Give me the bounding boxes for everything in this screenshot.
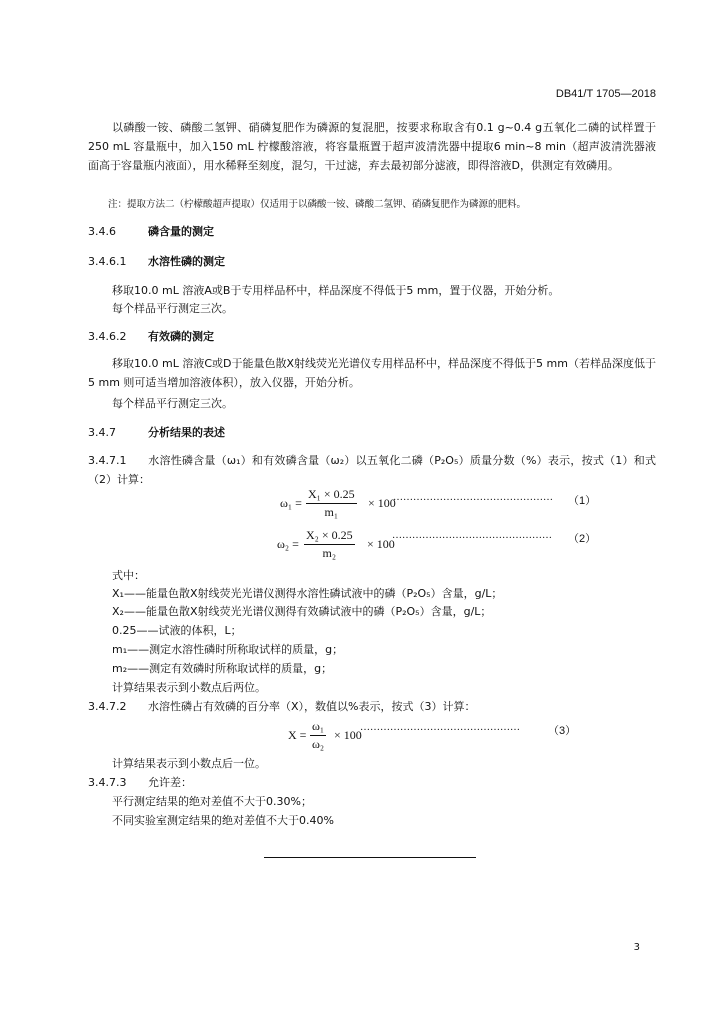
section-number: 3.4.7.3 bbox=[88, 776, 127, 789]
paragraph: 不同实验室测定结果的绝对差值不大于0.40% bbox=[112, 814, 334, 827]
denominator: m₂ bbox=[322, 546, 337, 560]
section-title: 分析结果的表述 bbox=[148, 426, 225, 439]
formula-fraction bbox=[304, 528, 355, 561]
standard-number: DB41/T 1705—2018 bbox=[555, 88, 656, 100]
section-heading-3-4-6-2 bbox=[88, 328, 214, 344]
section-title: 有效磷的测定 bbox=[148, 330, 214, 343]
paragraph: 平行测定结果的绝对差值不大于0.30%； bbox=[112, 795, 312, 808]
denominator: m₁ bbox=[324, 505, 339, 519]
section-heading-3-4-6 bbox=[88, 223, 214, 239]
equation-number: （1） bbox=[568, 495, 597, 507]
numerator: X₂ × 0.25 bbox=[304, 528, 355, 545]
note: 注：提取方法二（柠檬酸超声提取）仅适用于以磷酸一铵、磷酸二氢钾、硝磷复肥作为磷源的肥料。 bbox=[108, 199, 527, 210]
leader-dots: ………………………………………… bbox=[360, 722, 520, 733]
formula-tail: × 100 bbox=[334, 728, 362, 742]
paragraph: 移取10.0 mL 溶液C或D于能量色散X射线荧光光谱仪专用样品杯中，样品深度不得低于5 mm（若样品深度低于5 mm 则可适当增加溶液体积），放入仪器，开始分析。 bbox=[88, 357, 656, 389]
numerator: ω₁ bbox=[310, 719, 326, 736]
intro-paragraph: 以磷酸一铵、磷酸二氢钾、硝磷复肥作为磷源的复混肥，按要求称取含有0.1 g~0.4 g五氧化二磷的试样置于250 mL 容量瓶中，加入150 mL 柠檬酸溶液，将容量瓶置于超声波清洗器中提取6 min~8 min（超声波清洗器液面高于容量瓶内液面），用水稀释至刻度，混匀，干过滤，弃去最初部分滤液，即得溶液D，供测定有效磷用。 bbox=[88, 121, 656, 172]
formula-tail: × 100 bbox=[368, 496, 396, 510]
paragraph: 每个样品平行测定三次。 bbox=[112, 302, 233, 315]
where-line: 0.25——试液的体积，L； bbox=[112, 624, 242, 637]
section-title: 磷含量的测定 bbox=[148, 225, 214, 238]
formula-fraction bbox=[306, 487, 357, 520]
paragraph-3-4-7-1 bbox=[88, 451, 656, 489]
where-line: 计算结果表示到小数点后两位。 bbox=[112, 681, 266, 694]
paragraph: 每个样品平行测定三次。 bbox=[112, 397, 233, 410]
end-rule bbox=[264, 857, 476, 858]
equation-number: （3） bbox=[548, 725, 577, 737]
formula-lhs: X = bbox=[288, 728, 307, 742]
section-number: 3.4.6 bbox=[88, 225, 116, 238]
where-line: X₁——能量色散X射线荧光光谱仪测得水溶性磷试液中的磷（P₂O₅）含量，g/L； bbox=[112, 587, 503, 600]
section-number: 3.4.6.1 bbox=[88, 255, 127, 268]
where-line: m₁——测定水溶性磷时所称取试样的质量，g； bbox=[112, 643, 344, 656]
section-number: 3.4.7.1 bbox=[88, 454, 127, 467]
where-line: 式中： bbox=[112, 569, 145, 582]
formula-lhs: ω₂ = bbox=[277, 537, 299, 551]
section-heading-3-4-7 bbox=[88, 424, 225, 440]
paragraph-text: 水溶性磷占有效磷的百分率（X），数值以%表示，按式（3）计算： bbox=[148, 700, 476, 713]
paragraph: 移取10.0 mL 溶液A或B于专用样品杯中，样品深度不得低于5 mm，置于仪器，开始分析。 bbox=[112, 284, 560, 297]
formula-fraction bbox=[310, 719, 326, 752]
leader-dots: ………………………………………… bbox=[392, 530, 552, 541]
section-number: 3.4.7 bbox=[88, 426, 116, 439]
paragraph-3-4-7-2 bbox=[88, 698, 475, 714]
section-heading-3-4-6-1 bbox=[88, 253, 225, 269]
where-line: X₂——能量色散X射线荧光光谱仪测得有效磷试液中的磷（P₂O₅）含量，g/L； bbox=[112, 605, 492, 618]
where-line: m₂——测定有效磷时所称取试样的质量，g； bbox=[112, 662, 333, 675]
section-number: 3.4.7.2 bbox=[88, 700, 127, 713]
page-number: 3 bbox=[633, 942, 640, 953]
formula-lhs: ω₁ = bbox=[280, 496, 302, 510]
paragraph: 计算结果表示到小数点后一位。 bbox=[112, 757, 266, 770]
paragraph-text: 水溶性磷含量（ω₁）和有效磷含量（ω₂）以五氧化二磷（P₂O₅）质量分数（%）表示，按式（1）和式（2）计算： bbox=[88, 454, 656, 486]
formula-tail: × 100 bbox=[367, 537, 395, 551]
equation-number: （2） bbox=[568, 533, 597, 545]
paragraph-3-4-7-3 bbox=[88, 774, 192, 790]
paragraph-text: 允许差： bbox=[148, 776, 192, 789]
leader-dots: ………………………………………… bbox=[393, 492, 553, 503]
section-title: 水溶性磷的测定 bbox=[148, 255, 225, 268]
section-number: 3.4.6.2 bbox=[88, 330, 127, 343]
numerator: X₁ × 0.25 bbox=[306, 487, 357, 504]
denominator: ω₂ bbox=[312, 737, 325, 751]
